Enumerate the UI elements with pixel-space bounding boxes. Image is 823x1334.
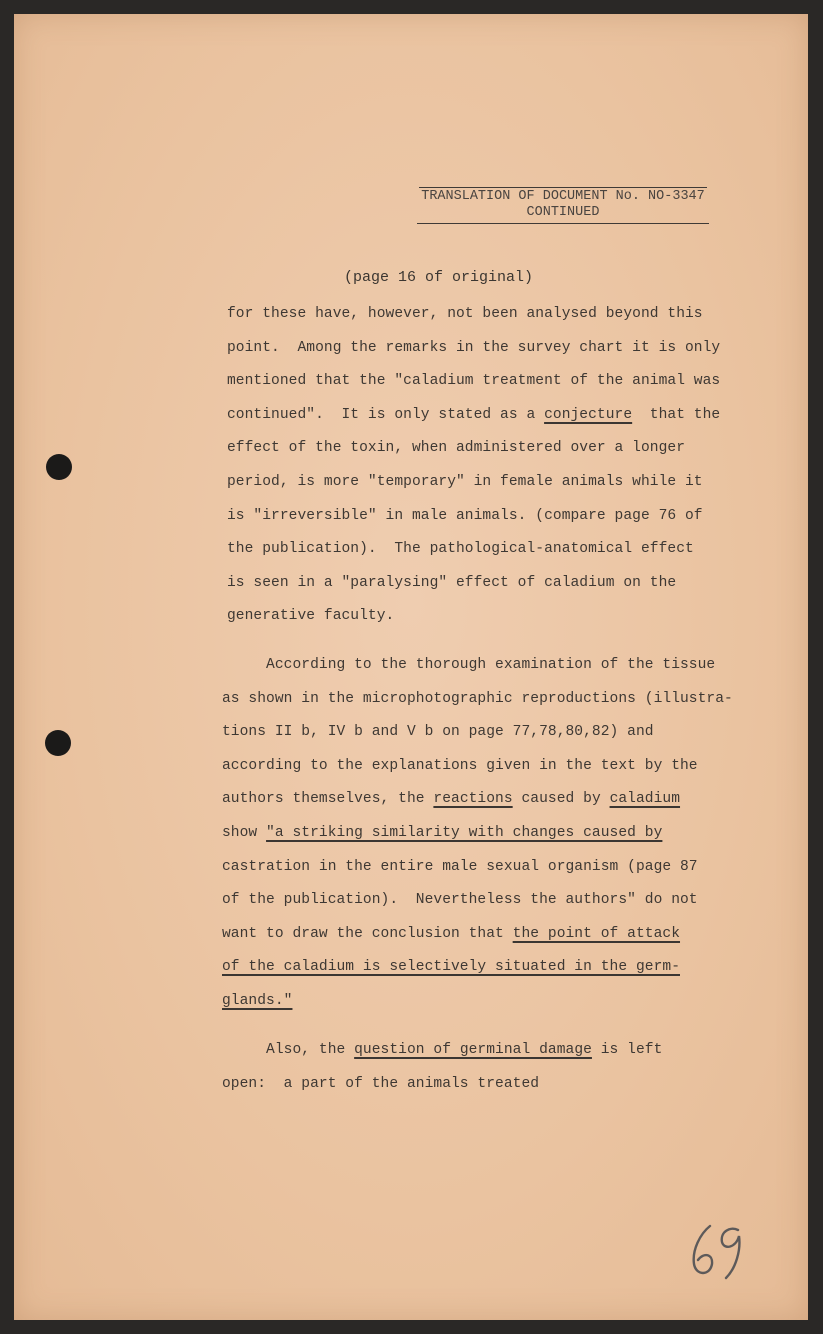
text-line xyxy=(222,859,698,875)
text-span: according to the explanations given in the text by the xyxy=(222,757,698,774)
text-line xyxy=(227,440,685,456)
folio-handwriting xyxy=(686,1216,746,1286)
underlined-text: conjecture xyxy=(544,406,633,423)
text-line xyxy=(222,959,680,975)
text-span: Also, the xyxy=(222,1042,355,1058)
text-span: the publication). The pathological-anatomical effect xyxy=(227,541,694,558)
text-span: period, is more "temporary" in female animals while it xyxy=(227,474,703,490)
text-line xyxy=(227,306,703,322)
text-span: show xyxy=(222,825,267,841)
text-line xyxy=(227,508,703,524)
document-page xyxy=(14,14,808,1320)
underlined-text: "a striking similarity with changes caused by xyxy=(266,825,663,841)
text-line xyxy=(227,373,720,389)
text-line xyxy=(227,575,676,591)
text-span: is left xyxy=(591,1042,663,1058)
text-span: tions II b, IV b and V b on page 77,78,80,82) and xyxy=(222,724,654,741)
header-title: TRANSLATION OF DOCUMENT No. NO-3347 xyxy=(421,189,705,204)
text-span: of the publication). Nevertheless the authors" do not xyxy=(222,892,698,909)
text-span: effect of the toxin, when administered over a longer xyxy=(227,440,685,457)
underlined-text: the point of attack xyxy=(512,925,681,942)
text-line xyxy=(222,1042,662,1058)
text-line xyxy=(222,1076,539,1092)
text-span: want to draw the conclusion that xyxy=(222,925,513,942)
text-span: authors themselves, the xyxy=(222,791,434,808)
underlined-text: glands." xyxy=(222,993,293,1009)
text-span: mentioned that the "caladium treatment of the animal was xyxy=(227,373,721,390)
text-span: is seen in a "paralysing" effect of caladium on the xyxy=(227,574,677,591)
punch-hole xyxy=(45,730,71,756)
text-line xyxy=(222,993,292,1009)
handwritten-folio-number xyxy=(686,1216,746,1286)
text-span: as shown in the microphotographic reproductions (illustra- xyxy=(222,690,733,707)
header-rule-bottom xyxy=(417,223,709,224)
header-rule-top xyxy=(419,187,707,188)
text-line xyxy=(222,926,680,942)
text-span: According to the thorough examination of the tissue xyxy=(222,657,716,673)
text-line xyxy=(227,608,394,624)
text-line xyxy=(227,407,720,423)
text-span: for these have, however, not been analysed beyond this xyxy=(227,306,703,322)
text-line xyxy=(222,892,698,908)
text-span: open: a part of the animals treated xyxy=(222,1075,540,1092)
punch-hole xyxy=(46,454,72,480)
text-span: caused by xyxy=(512,791,610,808)
text-span: is "irreversible" in male animals. (compare page 76 of xyxy=(227,507,703,524)
underlined-text: reactions xyxy=(433,791,513,808)
text-span: that the xyxy=(632,406,721,423)
underlined-text: caladium xyxy=(609,791,681,808)
text-line xyxy=(222,691,733,707)
text-line xyxy=(227,474,703,490)
underlined-text: of the caladium is selectively situated in the germ- xyxy=(222,959,680,976)
text-line xyxy=(227,541,694,557)
text-span: castration in the entire male sexual organism (page 87 xyxy=(222,858,698,875)
page-reference: (page 16 of original) xyxy=(344,269,534,286)
text-line xyxy=(222,657,715,673)
text-span: continued". It is only stated as a xyxy=(227,406,545,423)
underlined-text: question of germinal damage xyxy=(354,1042,592,1058)
text-line xyxy=(222,825,662,841)
text-line xyxy=(222,724,654,740)
text-line xyxy=(227,340,720,356)
text-span: generative faculty. xyxy=(227,608,395,625)
text-line xyxy=(222,791,680,807)
text-line xyxy=(222,758,698,774)
header-continued: CONTINUED xyxy=(526,205,600,220)
document-header xyxy=(417,187,709,224)
text-span: point. Among the remarks in the survey chart it is only xyxy=(227,339,721,356)
